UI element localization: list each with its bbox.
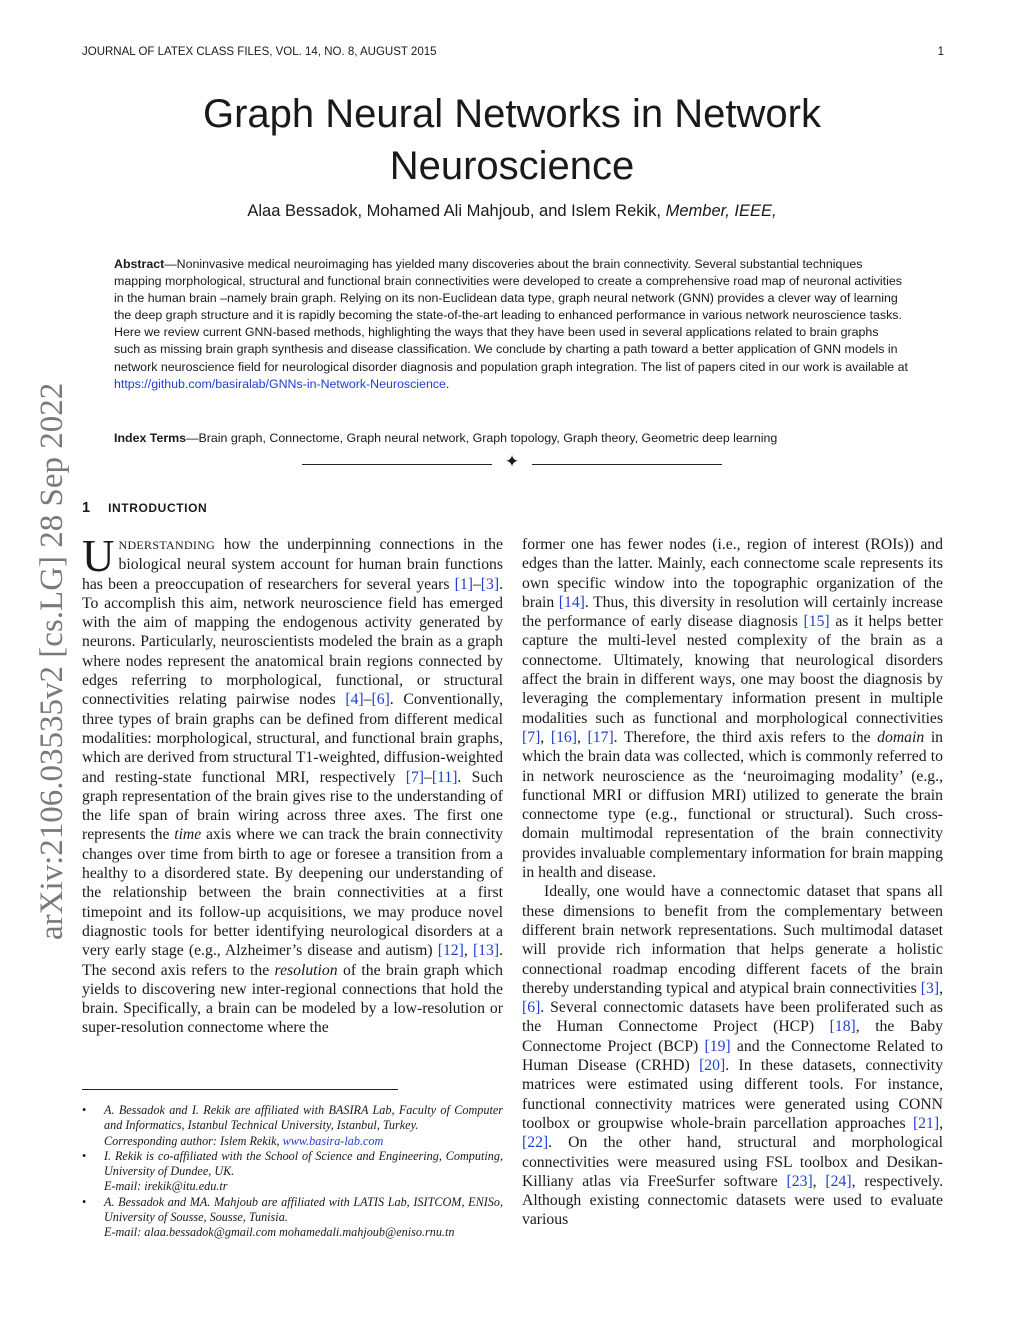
body-text: former one has fewer nodes (i.e., region of interest (ROIs)) and edges than the latter. Mainly, each connectome scale represents its own specific window into the topographic organization of the brain	[522, 536, 943, 611]
index-terms-label: Index Terms	[114, 431, 187, 445]
separator-star-icon: ✦	[504, 452, 520, 471]
citation-link[interactable]: [20]	[699, 1057, 726, 1075]
title-line-2: Neuroscience	[389, 144, 635, 188]
body-text: . On the other hand, structural and morphological connectivities were measured using FSL toolbox and Desikan-Killiany atlas via FreeSurfer software	[522, 1134, 943, 1190]
body-text: . In these datasets, connectivity matrices were estimated using different tools. For instance, functional connectivity matrices were generated using CONN toolbox or groupwise whole-brain parcellation approaches	[522, 1057, 943, 1132]
citation-link[interactable]: [13]	[472, 942, 500, 960]
body-text: –	[472, 575, 481, 593]
index-terms-text: Brain graph, Connectome, Graph neural network, Graph topology, Graph theory, Geometric deep learning	[198, 431, 778, 445]
arxiv-stamp: arXiv:2106.03535v2 [cs.LG] 28 Sep 2022	[34, 382, 70, 940]
footnotes	[82, 1103, 503, 1241]
citation-link[interactable]: [4]	[345, 691, 364, 709]
body-text: ,	[812, 1172, 826, 1190]
section-separator	[302, 452, 722, 472]
intro-paragraph-2	[522, 882, 943, 1229]
body-text: of the brain graph which yields to discovering new inter-regional connections that hold the brain. Specifically, a brain can be modeled by a low-resolution or super-resolution connectome where the	[82, 961, 503, 1037]
body-text: , respectively. Although existing connectomic datasets were used to evaluate various	[522, 1172, 943, 1229]
citation-link[interactable]: [15]	[803, 613, 830, 631]
bullet-icon: •	[82, 1103, 87, 1117]
body-text: –	[363, 691, 372, 709]
intro-paragraph-1	[82, 531, 504, 1038]
body-text: . Conventionally, three types of brain graphs can be defined from different medical modalities: morphological, structural, and functional brain graphs, which are derived from structural T1-weighted, diffusion-weighted and resting-state functional MRI, respectively	[82, 691, 503, 786]
abstract-text: Noninvasive medical neuroimaging has yielded many discoveries about the brain connectivity. Several substantial techniques mapping morphological, structural and functional brain connectivities were developed to create a comprehensive road map of neuronal activities in the human brain –namely brain graph. Relying on its non-Euclidean data type, graph neural network (GNN) provides a clever way of learning the deep graph structure and it is rapidly becoming the state-of-the-art leading to enhanced performance in various network neuroscience tasks. Here we review current GNN-based methods, highlighting the ways that they have been used in several applications related to brain graphs such as missing brain graph synthesis and disease classification. We conclude by charting a path toward a better application of GNN models in network neuroscience field for neurological disorder diagnosis and population graph integration. The list of papers cited in our work is available at	[114, 257, 908, 374]
citation-link[interactable]: [12]	[437, 942, 464, 960]
body-text: . Several connectomic datasets have been proliferated such as the Human Connectome Project (HCP)	[522, 999, 943, 1036]
citation-link[interactable]: [23]	[786, 1172, 813, 1190]
separator-line-right	[532, 464, 722, 465]
citation-link[interactable]: [16]	[550, 728, 577, 746]
body-text: as it helps better capture the multi-level nested complexity of the brain as a connectome. Ultimately, knowing that neurological disorders affect the brain in different ways, one may boost the diagnosis by leveraging the complementary information present in multiple modalities such as functional and morphological connectivities	[522, 613, 943, 727]
body-text: , the Baby Connectome Project (BCP)	[522, 1018, 943, 1055]
abstract-dash: —	[164, 257, 177, 271]
index-terms-dash: —	[186, 431, 199, 445]
body-text: ,	[939, 979, 943, 997]
bullet-icon: •	[82, 1148, 87, 1163]
section-title: INTRODUCTION	[108, 501, 208, 515]
citation-link[interactable]: [7]	[405, 768, 425, 786]
body-text: . To accomplish this aim, network neuroscience field has emerged with the aim of mapping the endogenous activity generated by neurons. Particularly, neuroscientists modeled the brain as a graph where nodes represent the anatomical brain regions connected by edges referring to morphological, functional, or structural connectivities relating pairwise nodes	[82, 575, 503, 709]
footnote-text: E-mail: irekik@itu.edu.tr	[104, 1179, 228, 1194]
citation-link[interactable]: [3]	[480, 575, 500, 593]
dropcap-letter: U	[82, 531, 115, 581]
footnote-text: E-mail: alaa.bessadok@gmail.com mohamedali.mahjoub@eniso.rnu.tn	[104, 1225, 455, 1240]
citation-link[interactable]: [6]	[371, 691, 390, 709]
smallcaps-word: NDERSTANDING	[118, 538, 216, 552]
column-right	[522, 535, 943, 1230]
body-text: ,	[576, 728, 588, 746]
abstract-end: .	[445, 376, 450, 391]
section-number: 1	[82, 500, 91, 516]
citation-link[interactable]: [18]	[829, 1018, 856, 1036]
body-text: . Thus, this diversity in resolution will certainly increase the performance of early disease diagnosis	[522, 593, 944, 631]
footnote-item	[82, 1149, 503, 1195]
footnote-text: A. Bessadok and I. Rekik are affiliated with BASIRA Lab, Faculty of Computer and Informatics, Istanbul Technical University, Istanbul, Turkey.	[104, 1103, 503, 1133]
author-names: Alaa Bessadok, Mohamed Ali Mahjoub, and Islem Rekik,	[247, 202, 662, 220]
citation-link[interactable]: [1]	[454, 575, 473, 593]
body-text: . The second axis refers to the	[82, 942, 503, 979]
journal-header: JOURNAL OF LATEX CLASS FILES, VOL. 14, NO. 8, AUGUST 2015	[82, 46, 437, 58]
body-text: . Therefore, the third axis refers to the	[613, 728, 878, 746]
citation-link[interactable]: [14]	[558, 593, 585, 611]
emphasized-term: resolution	[274, 961, 338, 979]
citation-link[interactable]: [22]	[522, 1134, 549, 1152]
body-text: and the Connectome Related to Human Disease (CRHD)	[522, 1037, 944, 1075]
abstract	[114, 256, 908, 393]
index-terms	[114, 430, 914, 447]
citation-link[interactable]: [7]	[522, 728, 541, 746]
body-text: ,	[463, 942, 473, 960]
page-number: 1	[937, 46, 944, 58]
running-header	[82, 46, 944, 62]
body-text: in which the brain data was collected, which is commonly referred to in network neuroscience as the ‘neuroimaging modality’ (e.g., functional MRI or diffusion MRI) utilized to generate the brain connectome type (e.g., functional or structural). Such cross-domain multimodal representation of the brain connectivity provides invaluable complementary information for brain mapping in health and disease.	[522, 728, 944, 882]
footnote-text: A. Bessadok and MA. Mahjoub are affiliated with LATIS Lab, ISITCOM, ENISo, University of Sousse, Sousse, Tunisia.	[104, 1194, 503, 1225]
citation-link[interactable]: [3]	[920, 979, 940, 997]
abstract-link[interactable]: https://github.com/basiralab/GNNs-in-Network-Neuroscience	[114, 376, 446, 391]
body-text: axis where we can track the brain connectivity changes over time from birth to age or foresee a transition from a healthy to a disordered state. By deepening our understanding of the relationship between the brain connectivities at a first timepoint and its follow-up acquisitions, we may produce novel diagnostic tools for better identifying neurological disorders at a very early stage (e.g., Alzheimer’s disease and autism)	[82, 826, 503, 960]
body-text: ,	[540, 728, 551, 746]
citation-link[interactable]: [6]	[522, 999, 541, 1017]
citation-link[interactable]: [17]	[587, 728, 614, 746]
body-text: how the underpinning connections in the biological neural system account for human brain functions has been a preoccupation of researchers for several years	[82, 536, 503, 593]
body-text: Ideally, one would have a connectomic dataset that spans all these dimensions to benefit from the complementary between different brain network representations. Such multimodal dataset will provide rich information that helps generate a holistic connectional roadmap encoding different facets of the brain thereby understanding typical and atypical brain connectivities	[522, 883, 943, 997]
citation-link[interactable]: [24]	[825, 1172, 852, 1190]
emphasized-term: domain	[877, 728, 925, 746]
bullet-icon: •	[82, 1194, 87, 1209]
author-membership: Member, IEEE,	[665, 202, 777, 220]
authors	[112, 202, 912, 221]
footnote-rule	[82, 1089, 398, 1090]
intro-paragraph-1-continued	[522, 535, 943, 882]
citation-link[interactable]: [19]	[704, 1037, 731, 1055]
footnote-text: Corresponding author: Islem Rekik,	[104, 1133, 283, 1148]
citation-link[interactable]: [21]	[912, 1114, 940, 1132]
section-heading	[82, 500, 207, 516]
footnote-link[interactable]: www.basira-lab.com	[282, 1133, 384, 1148]
title-line-1: Graph Neural Networks in Network	[203, 92, 821, 136]
body-text: –	[424, 768, 432, 786]
body-text: ,	[939, 1114, 943, 1132]
column-left	[82, 531, 504, 1038]
paper-title	[112, 88, 912, 192]
footnote-item	[82, 1103, 503, 1149]
citation-link[interactable]: [11]	[431, 768, 458, 786]
abstract-label: Abstract	[114, 257, 165, 271]
emphasized-term: time	[174, 826, 202, 844]
footnote-item	[82, 1195, 503, 1241]
footnote-text: I. Rekik is co-affiliated with the School of Science and Engineering, Computing, University of Dundee, UK.	[104, 1148, 503, 1179]
separator-line-left	[302, 464, 492, 465]
body-text: . Such graph representation of the brain gives rise to the understanding of the life span of brain wiring across three axes. The first one represents the	[82, 768, 504, 844]
